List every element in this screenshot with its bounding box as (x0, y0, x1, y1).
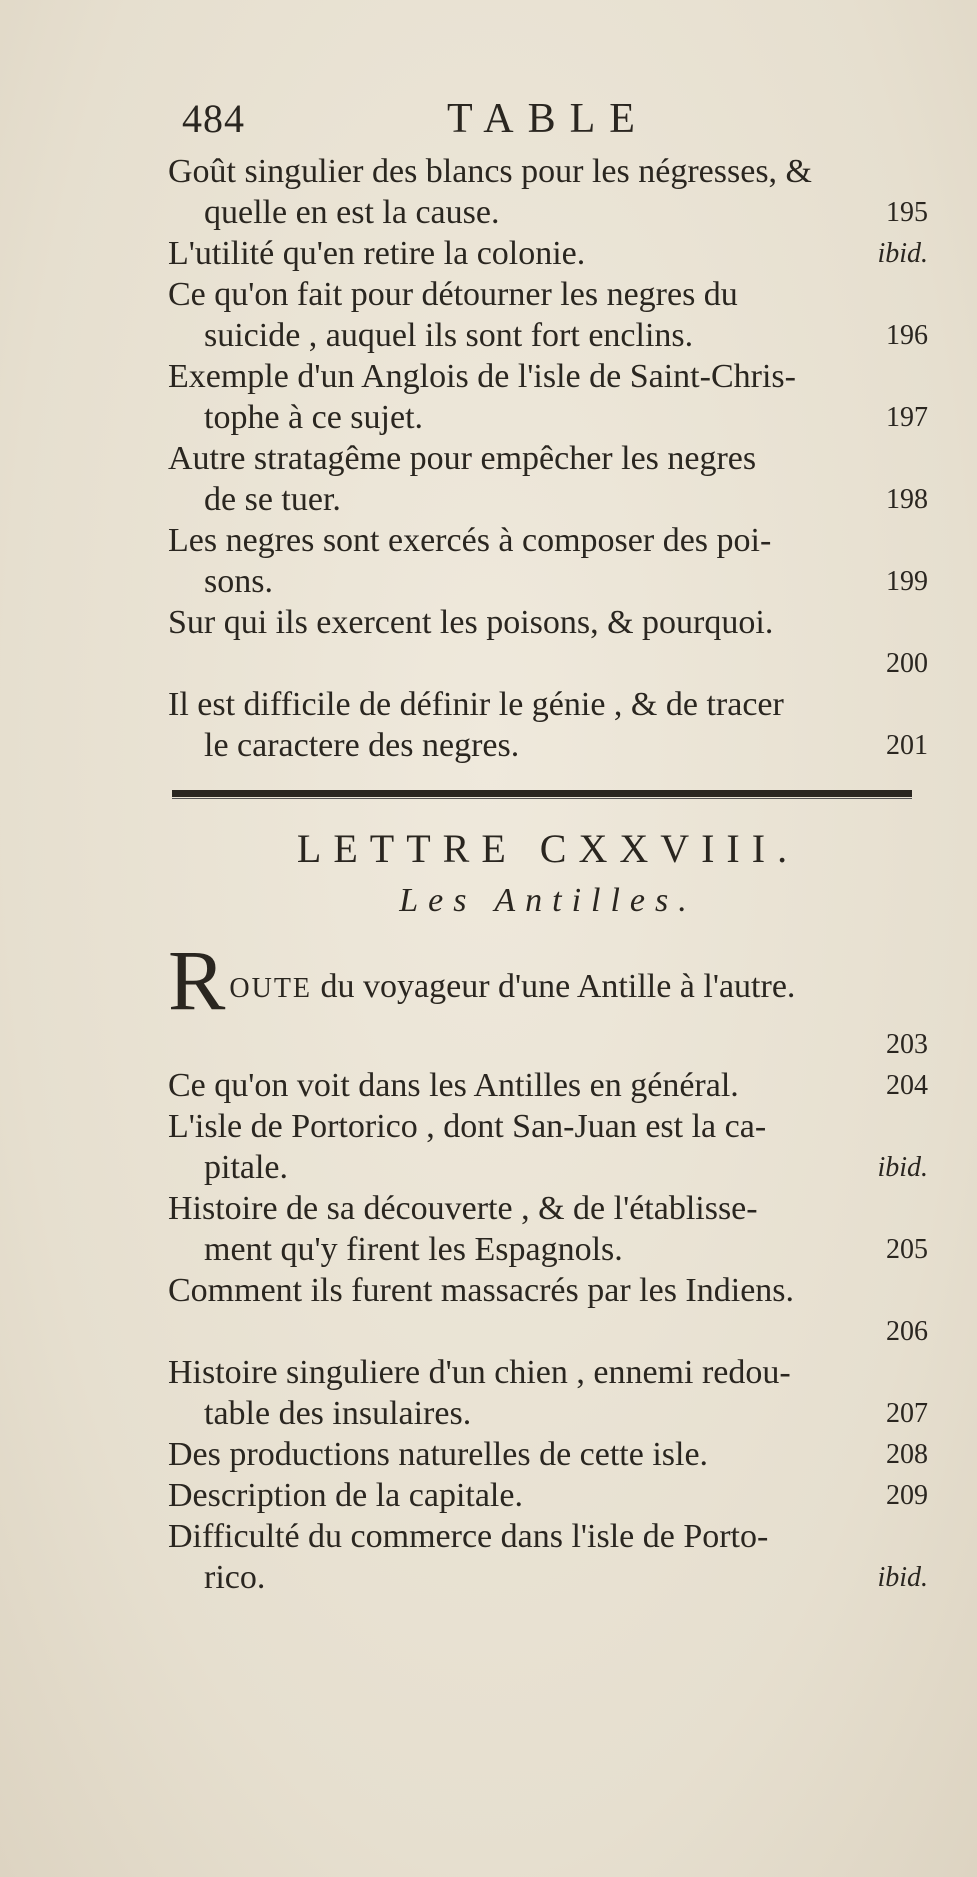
entry-text: L'isle de Portorico , dont San-Juan est la ca- (168, 1108, 767, 1145)
entry-text: Des productions naturelles de cette isle. (168, 1436, 709, 1473)
entry-text: pitale. (204, 1149, 289, 1186)
index-entries-top (168, 151, 928, 766)
entry-line (168, 1147, 928, 1188)
entry-text: Histoire de sa découverte , & de l'établisse- (168, 1190, 758, 1227)
entry-page-ref: 196 (886, 320, 928, 351)
entry-line (168, 1188, 928, 1229)
entry-line (168, 479, 928, 520)
entry-page-ref: 203 (886, 1029, 928, 1060)
entry-line (168, 1106, 928, 1147)
entry-page-ref: ibid. (877, 1152, 928, 1183)
entry-text: Goût singulier des blancs pour les négresses, & (168, 153, 812, 190)
entry-line (168, 151, 928, 192)
entry-text: Histoire singuliere d'un chien , ennemi redou- (168, 1354, 791, 1391)
section-rule (172, 790, 912, 797)
entry-line (168, 1516, 928, 1557)
index-entry (168, 1270, 928, 1352)
entry-line (168, 315, 928, 356)
entry-page-ref: ibid. (877, 238, 928, 269)
entry-page-ref: 209 (886, 1480, 928, 1511)
entry-line (168, 725, 928, 766)
text-column (168, 95, 928, 1598)
entry-line (168, 684, 928, 725)
entry-text: sons. (204, 563, 273, 600)
index-entry-first (168, 932, 928, 1065)
drop-cap: R (168, 932, 226, 1028)
entry-line (168, 1065, 928, 1106)
entry-line (168, 602, 928, 643)
page-header (168, 95, 928, 151)
entry-text: Comment ils furent massacrés par les Indiens. (168, 1272, 795, 1309)
index-entry (168, 274, 928, 356)
entry-text: Difficulté du commerce dans l'isle de Porto- (168, 1518, 769, 1555)
entry-line (168, 1434, 928, 1475)
entry-page-ref: ibid. (877, 1562, 928, 1593)
letter-heading: LETTRE CXXVIII. (296, 826, 800, 871)
entry-page-ref: 208 (886, 1439, 928, 1470)
entry-line (168, 1270, 928, 1311)
entry-text: ment qu'y firent les Espagnols. (204, 1231, 623, 1268)
entry-line (168, 1557, 928, 1598)
index-entry (168, 1352, 928, 1434)
index-entry (168, 684, 928, 766)
index-entry (168, 1434, 928, 1475)
entry-text: de se tuer. (204, 481, 341, 518)
entry-line (168, 397, 928, 438)
entry-text: Autre stratagême pour empêcher les negres (168, 440, 757, 477)
entry-text: suicide , auquel ils sont fort enclins. (204, 317, 694, 354)
entry-line (168, 520, 928, 561)
index-entry (168, 1475, 928, 1516)
entry-text: tophe à ce sujet. (204, 399, 424, 436)
entry-line (168, 561, 928, 602)
page-number: 484 (182, 96, 245, 141)
entry-text: quelle en est la cause. (204, 194, 500, 231)
running-title: TABLE (447, 96, 649, 142)
entry-line (168, 1475, 928, 1516)
entry-page-ref: 206 (886, 1316, 928, 1347)
entry-page-ref: 195 (886, 197, 928, 228)
entry-page-ref: 197 (886, 402, 928, 433)
index-entry (168, 1106, 928, 1188)
index-entry (168, 1188, 928, 1270)
entry-page-ref: 201 (886, 730, 928, 761)
entry-page-ref: 207 (886, 1398, 928, 1429)
entry-text: table des insulaires. (204, 1395, 472, 1432)
entry-text: Sur qui ils exercent les poisons, & pourquoi. (168, 604, 774, 641)
entry-text: du voyageur d'une Antille à l'autre. (312, 968, 796, 1005)
index-entry (168, 356, 928, 438)
letter-subtitle: Les Antilles. (399, 882, 697, 919)
index-entry (168, 233, 928, 274)
entry-text: Ce qu'on fait pour détourner les negres du (168, 276, 738, 313)
entry-line (168, 1393, 928, 1434)
entry-line (168, 438, 928, 479)
entry-page-ref: 198 (886, 484, 928, 515)
entry-page-ref: 199 (886, 566, 928, 597)
index-entry (168, 602, 928, 684)
entry-page-ref: 200 (886, 648, 928, 679)
entry-text: Exemple d'un Anglois de l'isle de Saint-Chris- (168, 358, 796, 395)
index-entry (168, 438, 928, 520)
entry-line (168, 1352, 928, 1393)
entry-line (168, 274, 928, 315)
entry-text: Les negres sont exercés à composer des poi- (168, 522, 772, 559)
entry-text: le caractere des negres. (204, 727, 520, 764)
small-caps-text: OUTE (229, 973, 313, 1004)
index-entry (168, 1065, 928, 1106)
entry-text: Description de la capitale. (168, 1477, 523, 1514)
entry-line (168, 356, 928, 397)
entry-line (168, 233, 928, 274)
index-entries-bottom (168, 1065, 928, 1598)
entry-text: Il est difficile de définir le génie , & de tracer (168, 686, 784, 723)
entry-text: Ce qu'on voit dans les Antilles en général. (168, 1067, 739, 1104)
entry-text: rico. (204, 1559, 266, 1596)
entry-line (168, 1229, 928, 1270)
index-entry (168, 1516, 928, 1598)
index-entry (168, 151, 928, 233)
entry-line (168, 192, 928, 233)
entry-page-ref: 205 (886, 1234, 928, 1265)
index-entry (168, 520, 928, 602)
entry-page-ref: 204 (886, 1070, 928, 1101)
entry-text: L'utilité qu'en retire la colonie. (168, 235, 586, 272)
